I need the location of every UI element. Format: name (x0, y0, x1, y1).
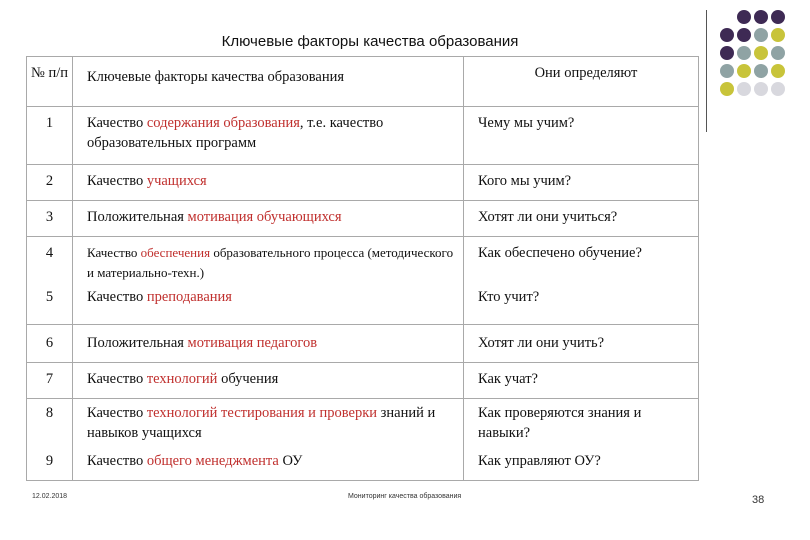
row-factor: Положительная мотивация педагогов (73, 325, 464, 363)
decorative-dot (737, 64, 751, 78)
footer-center-text: Мониторинг качества образования (348, 493, 462, 500)
row-answer: Как обеспечено обучение? (464, 237, 699, 285)
table-row (27, 447, 699, 481)
row-num: 6 (27, 325, 73, 363)
decorative-dot (771, 28, 785, 42)
table-row (27, 363, 699, 399)
row-answer: Как управляют ОУ? (464, 447, 699, 481)
header-factor: Ключевые факторы качества образования (73, 57, 464, 107)
decorative-dot (754, 28, 768, 42)
factors-table (26, 56, 699, 481)
decorative-dot (720, 64, 734, 78)
row-answer: Как проверяются знания и навыки? (464, 399, 699, 447)
decorative-dot (771, 46, 785, 60)
table-row (27, 165, 699, 201)
decorative-dot (754, 46, 768, 60)
header-num: № п/п (27, 57, 73, 107)
decorative-dot (737, 10, 751, 24)
table-header-row (27, 57, 699, 107)
row-factor: Положительная мотивация обучающихся (73, 201, 464, 237)
decorative-dot (754, 64, 768, 78)
row-num: 1 (27, 107, 73, 165)
table-row (27, 201, 699, 237)
slide-title: Ключевые факторы качества образования (221, 33, 519, 50)
decorative-dot (720, 46, 734, 60)
row-num: 9 (27, 447, 73, 481)
footer-date: 12.02.2018 (32, 493, 68, 500)
decorative-dot (771, 82, 785, 96)
decorative-dot (737, 82, 751, 96)
decorative-dot (737, 46, 751, 60)
decorative-dot (754, 10, 768, 24)
row-factor: Качество общего менеджмента ОУ (73, 447, 464, 481)
row-answer: Хотят ли они учиться? (464, 201, 699, 237)
row-num: 5 (27, 285, 73, 325)
page-number: 38 (752, 494, 765, 506)
table-row (27, 325, 699, 363)
row-factor: Качество преподавания (73, 285, 464, 325)
row-answer: Как учат? (464, 363, 699, 399)
row-num: 3 (27, 201, 73, 237)
row-factor: Качество учащихся (73, 165, 464, 201)
row-num: 4 (27, 237, 73, 285)
decorative-dot (720, 28, 734, 42)
decorative-dot (771, 10, 785, 24)
table-row (27, 107, 699, 165)
row-answer: Кто учит? (464, 285, 699, 325)
row-num: 2 (27, 165, 73, 201)
decorative-dots (720, 10, 810, 110)
row-num: 7 (27, 363, 73, 399)
row-num: 8 (27, 399, 73, 447)
table-row (27, 237, 699, 285)
header-answer: Они определяют (464, 57, 699, 107)
vertical-divider (706, 10, 707, 132)
row-factor: Качество содержания образования, т.е. качество образовательных программ (73, 107, 464, 165)
row-factor: Качество обеспечения образовательного процесса (методического и материально-техн.) (73, 237, 464, 285)
decorative-dot (737, 28, 751, 42)
row-factor: Качество технологий обучения (73, 363, 464, 399)
row-factor: Качество технологий тестирования и проверки знаний и навыков учащихся (73, 399, 464, 447)
decorative-dot (720, 82, 734, 96)
row-answer: Хотят ли они учить? (464, 325, 699, 363)
row-answer: Чему мы учим? (464, 107, 699, 165)
row-answer: Кого мы учим? (464, 165, 699, 201)
table-row (27, 399, 699, 447)
decorative-dot (771, 64, 785, 78)
table-row (27, 285, 699, 325)
decorative-dot (754, 82, 768, 96)
